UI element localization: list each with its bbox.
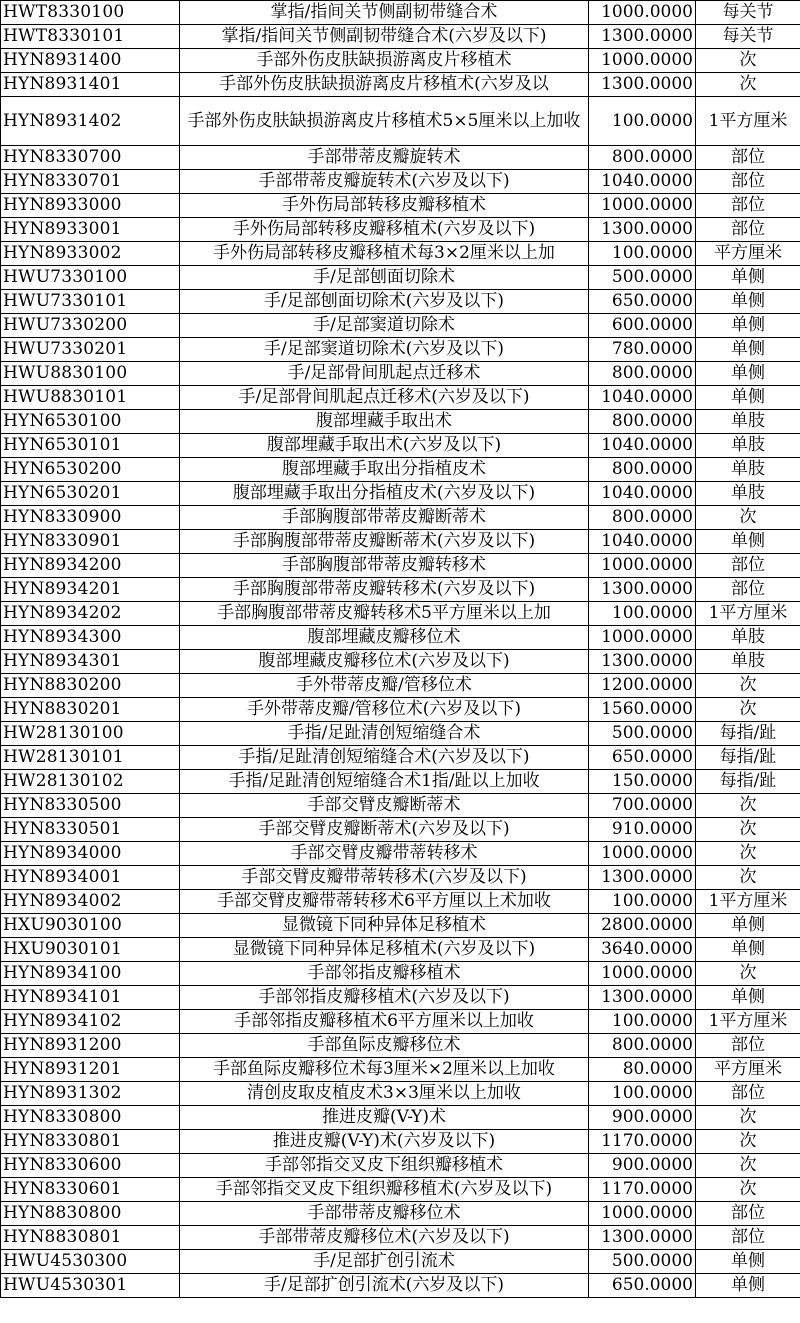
item-name-cell: 腹部埋藏手取出术 <box>180 410 589 434</box>
price-cell: 1300.0000 <box>589 73 696 97</box>
table-row <box>1 1226 800 1250</box>
item-name-cell: 手/足部窦道切除术 <box>180 314 589 338</box>
code-cell: HYN8934200 <box>1 554 180 578</box>
price-cell: 1300.0000 <box>589 650 696 674</box>
table-row <box>1 1178 800 1202</box>
unit-cell: 单侧 <box>696 290 800 314</box>
table-row <box>1 698 800 722</box>
price-cell: 1300.0000 <box>589 986 696 1010</box>
unit-cell: 次 <box>696 698 800 722</box>
code-cell: HYN8931302 <box>1 1082 180 1106</box>
item-name-cell: 手外带蒂皮瓣/管移位术(六岁及以下) <box>180 698 589 722</box>
price-cell: 1000.0000 <box>589 554 696 578</box>
unit-cell: 单侧 <box>696 386 800 410</box>
price-cell: 150.0000 <box>589 770 696 794</box>
price-cell: 100.0000 <box>589 1010 696 1034</box>
code-cell: HYN8330501 <box>1 818 180 842</box>
price-cell: 650.0000 <box>589 746 696 770</box>
price-cell: 1000.0000 <box>589 1 696 25</box>
table-row <box>1 1082 800 1106</box>
table-row <box>1 770 800 794</box>
item-name-cell: 手部邻指交叉皮下组织瓣移植术 <box>180 1154 589 1178</box>
price-cell: 1000.0000 <box>589 962 696 986</box>
price-cell: 900.0000 <box>589 1154 696 1178</box>
item-name-cell: 手部邻指皮瓣移植术 <box>180 962 589 986</box>
unit-cell: 次 <box>696 1130 800 1154</box>
code-cell: HYN6530101 <box>1 434 180 458</box>
price-cell: 100.0000 <box>589 97 696 146</box>
unit-cell: 单侧 <box>696 986 800 1010</box>
price-cell: 600.0000 <box>589 314 696 338</box>
item-name-cell: 手部交臂皮瓣断蒂术 <box>180 794 589 818</box>
item-name-cell: 手部胸腹部带蒂皮瓣断蒂术 <box>180 506 589 530</box>
price-cell: 800.0000 <box>589 146 696 170</box>
table-row <box>1 626 800 650</box>
unit-cell: 次 <box>696 818 800 842</box>
unit-cell: 单肢 <box>696 410 800 434</box>
price-cell: 1300.0000 <box>589 25 696 49</box>
item-name-cell: 手/足部刨面切除术 <box>180 266 589 290</box>
price-cell: 1000.0000 <box>589 626 696 650</box>
table-row <box>1 794 800 818</box>
item-name-cell: 清创皮取皮植皮术3×3厘米以上加收 <box>180 1082 589 1106</box>
code-cell: HYN8934301 <box>1 650 180 674</box>
unit-cell: 单肢 <box>696 434 800 458</box>
table-row <box>1 578 800 602</box>
price-cell: 100.0000 <box>589 242 696 266</box>
unit-cell: 单侧 <box>696 1250 800 1274</box>
price-cell: 780.0000 <box>589 338 696 362</box>
code-cell: HYN8330800 <box>1 1106 180 1130</box>
code-cell: HWU4530300 <box>1 1250 180 1274</box>
price-cell: 100.0000 <box>589 602 696 626</box>
code-cell: HYN6530100 <box>1 410 180 434</box>
table-row <box>1 146 800 170</box>
code-cell: HYN8330900 <box>1 506 180 530</box>
code-cell: HW28130102 <box>1 770 180 794</box>
unit-cell: 单肢 <box>696 482 800 506</box>
code-cell: HYN8330701 <box>1 170 180 194</box>
table-row <box>1 722 800 746</box>
unit-cell: 部位 <box>696 194 800 218</box>
code-cell: HYN6530201 <box>1 482 180 506</box>
code-cell: HWU8830101 <box>1 386 180 410</box>
table-row <box>1 194 800 218</box>
price-cell: 3640.0000 <box>589 938 696 962</box>
item-name-cell: 手指/足趾清创短缩缝合术(六岁及以下) <box>180 746 589 770</box>
code-cell: HYN8933000 <box>1 194 180 218</box>
price-cell: 500.0000 <box>589 266 696 290</box>
unit-cell: 部位 <box>696 170 800 194</box>
unit-cell: 部位 <box>696 578 800 602</box>
unit-cell: 每关节 <box>696 25 800 49</box>
table-row <box>1 97 800 146</box>
code-cell: HYN6530200 <box>1 458 180 482</box>
item-name-cell: 手/足部扩创引流术(六岁及以下) <box>180 1274 589 1298</box>
table-row <box>1 650 800 674</box>
unit-cell: 单肢 <box>696 650 800 674</box>
item-name-cell: 手部胸腹部带蒂皮瓣转移术 <box>180 554 589 578</box>
unit-cell: 每指/趾 <box>696 770 800 794</box>
table-row <box>1 1154 800 1178</box>
table-row <box>1 914 800 938</box>
price-cell: 800.0000 <box>589 410 696 434</box>
table-row <box>1 410 800 434</box>
code-cell: HYN8931400 <box>1 49 180 73</box>
code-cell: HYN8934300 <box>1 626 180 650</box>
code-cell: HYN8830800 <box>1 1202 180 1226</box>
price-cell: 1200.0000 <box>589 674 696 698</box>
code-cell: HYN8934102 <box>1 1010 180 1034</box>
price-cell: 900.0000 <box>589 1106 696 1130</box>
price-cell: 800.0000 <box>589 458 696 482</box>
table-row <box>1 530 800 554</box>
price-cell: 1300.0000 <box>589 866 696 890</box>
table-row <box>1 986 800 1010</box>
unit-cell: 1平方厘米 <box>696 97 800 146</box>
table-row <box>1 602 800 626</box>
item-name-cell: 手外伤局部转移皮瓣移植术 <box>180 194 589 218</box>
unit-cell: 部位 <box>696 1082 800 1106</box>
item-name-cell: 手部鱼际皮瓣移位术每3厘米×2厘米以上加收 <box>180 1058 589 1082</box>
price-cell: 1000.0000 <box>589 842 696 866</box>
price-cell: 1040.0000 <box>589 170 696 194</box>
price-cell: 1000.0000 <box>589 1202 696 1226</box>
code-cell: HYN8931200 <box>1 1034 180 1058</box>
price-cell: 1040.0000 <box>589 434 696 458</box>
unit-cell: 次 <box>696 794 800 818</box>
unit-cell: 1平方厘米 <box>696 602 800 626</box>
code-cell: HYN8934100 <box>1 962 180 986</box>
unit-cell: 单肢 <box>696 626 800 650</box>
table-row <box>1 49 800 73</box>
price-cell: 1040.0000 <box>589 482 696 506</box>
item-name-cell: 腹部埋藏皮瓣移位术 <box>180 626 589 650</box>
table-row <box>1 266 800 290</box>
unit-cell: 次 <box>696 49 800 73</box>
item-name-cell: 手部胸腹部带蒂皮瓣转移术(六岁及以下) <box>180 578 589 602</box>
unit-cell: 每关节 <box>696 1 800 25</box>
item-name-cell: 手外伤局部转移皮瓣移植术每3×2厘米以上加 <box>180 242 589 266</box>
price-cell: 1170.0000 <box>589 1178 696 1202</box>
unit-cell: 部位 <box>696 1202 800 1226</box>
code-cell: HWU7330100 <box>1 266 180 290</box>
item-name-cell: 手部带蒂皮瓣旋转术(六岁及以下) <box>180 170 589 194</box>
item-name-cell: 手/足部刨面切除术(六岁及以下) <box>180 290 589 314</box>
code-cell: HYN8934000 <box>1 842 180 866</box>
price-cell: 910.0000 <box>589 818 696 842</box>
unit-cell: 部位 <box>696 1226 800 1250</box>
unit-cell: 次 <box>696 962 800 986</box>
code-cell: HWT8330101 <box>1 25 180 49</box>
code-cell: HYN8830801 <box>1 1226 180 1250</box>
code-cell: HYN8830201 <box>1 698 180 722</box>
table-row <box>1 890 800 914</box>
table-row <box>1 314 800 338</box>
unit-cell: 次 <box>696 1178 800 1202</box>
item-name-cell: 手部带蒂皮瓣旋转术 <box>180 146 589 170</box>
code-cell: HYN8933001 <box>1 218 180 242</box>
item-name-cell: 手部邻指皮瓣移植术(六岁及以下) <box>180 986 589 1010</box>
unit-cell: 单侧 <box>696 1274 800 1298</box>
table-row <box>1 386 800 410</box>
code-cell: HYN8330600 <box>1 1154 180 1178</box>
item-name-cell: 手部邻指交叉皮下组织瓣移植术(六岁及以下) <box>180 1178 589 1202</box>
item-name-cell: 显微镜下同种异体足移植术(六岁及以下) <box>180 938 589 962</box>
table-row <box>1 746 800 770</box>
item-name-cell: 手部外伤皮肤缺损游离皮片移植术(六岁及以 <box>180 73 589 97</box>
unit-cell: 次 <box>696 674 800 698</box>
unit-cell: 部位 <box>696 146 800 170</box>
code-cell: HYN8330801 <box>1 1130 180 1154</box>
code-cell: HYN8931402 <box>1 97 180 146</box>
item-name-cell: 手部外伤皮肤缺损游离皮片移植术 <box>180 49 589 73</box>
table-row <box>1 218 800 242</box>
table-row <box>1 1130 800 1154</box>
code-cell: HWU8830100 <box>1 362 180 386</box>
code-cell: HW28130101 <box>1 746 180 770</box>
item-name-cell: 手部邻指皮瓣移植术6平方厘米以上加收 <box>180 1010 589 1034</box>
item-name-cell: 手/足部骨间肌起点迁移术 <box>180 362 589 386</box>
unit-cell: 单侧 <box>696 314 800 338</box>
code-cell: HYN8330500 <box>1 794 180 818</box>
unit-cell: 单侧 <box>696 362 800 386</box>
table-row <box>1 554 800 578</box>
item-name-cell: 手指/足趾清创短缩缝合术1指/趾以上加收 <box>180 770 589 794</box>
code-cell: HYN8934201 <box>1 578 180 602</box>
item-name-cell: 推进皮瓣(V-Y)术 <box>180 1106 589 1130</box>
unit-cell: 每指/趾 <box>696 722 800 746</box>
table-row <box>1 1 800 25</box>
price-cell: 800.0000 <box>589 362 696 386</box>
table-row <box>1 482 800 506</box>
table-row <box>1 290 800 314</box>
code-cell: HYN8330601 <box>1 1178 180 1202</box>
price-cell: 2800.0000 <box>589 914 696 938</box>
table-row <box>1 1058 800 1082</box>
item-name-cell: 腹部埋藏皮瓣移位术(六岁及以下) <box>180 650 589 674</box>
item-name-cell: 手部带蒂皮瓣移位术 <box>180 1202 589 1226</box>
table-row <box>1 1034 800 1058</box>
price-cell: 1300.0000 <box>589 1226 696 1250</box>
unit-cell: 次 <box>696 866 800 890</box>
table-row <box>1 1250 800 1274</box>
code-cell: HWU7330101 <box>1 290 180 314</box>
price-cell: 80.0000 <box>589 1058 696 1082</box>
table-row <box>1 338 800 362</box>
price-cell: 100.0000 <box>589 1082 696 1106</box>
unit-cell: 次 <box>696 1106 800 1130</box>
item-name-cell: 手部交臂皮瓣带蒂转移术(六岁及以下) <box>180 866 589 890</box>
item-name-cell: 手部胸腹部带蒂皮瓣转移术5平方厘米以上加 <box>180 602 589 626</box>
unit-cell: 次 <box>696 1154 800 1178</box>
code-cell: HYN8934002 <box>1 890 180 914</box>
item-name-cell: 手外伤局部转移皮瓣移植术(六岁及以下) <box>180 218 589 242</box>
table-row <box>1 938 800 962</box>
code-cell: HWU4530301 <box>1 1274 180 1298</box>
price-cell: 100.0000 <box>589 890 696 914</box>
table-row <box>1 818 800 842</box>
table-row <box>1 73 800 97</box>
price-cell: 1040.0000 <box>589 530 696 554</box>
item-name-cell: 腹部埋藏手取出术(六岁及以下) <box>180 434 589 458</box>
table-row <box>1 242 800 266</box>
unit-cell: 单侧 <box>696 266 800 290</box>
item-name-cell: 手部胸腹部带蒂皮瓣断蒂术(六岁及以下) <box>180 530 589 554</box>
table-row <box>1 458 800 482</box>
fee-table-body <box>1 1 800 1298</box>
table-row <box>1 962 800 986</box>
table-row <box>1 434 800 458</box>
price-cell: 800.0000 <box>589 506 696 530</box>
unit-cell: 次 <box>696 842 800 866</box>
unit-cell: 单侧 <box>696 938 800 962</box>
item-name-cell: 手部交臂皮瓣断蒂术(六岁及以下) <box>180 818 589 842</box>
item-name-cell: 腹部埋藏手取出分指植皮术 <box>180 458 589 482</box>
item-name-cell: 推进皮瓣(V-Y)术(六岁及以下) <box>180 1130 589 1154</box>
unit-cell: 单肢 <box>696 458 800 482</box>
code-cell: HYN8933002 <box>1 242 180 266</box>
table-row <box>1 362 800 386</box>
price-cell: 650.0000 <box>589 290 696 314</box>
code-cell: HWU7330201 <box>1 338 180 362</box>
price-cell: 800.0000 <box>589 1034 696 1058</box>
code-cell: HYN8830200 <box>1 674 180 698</box>
code-cell: HYN8931401 <box>1 73 180 97</box>
table-row <box>1 866 800 890</box>
item-name-cell: 腹部埋藏手取出分指植皮术(六岁及以下) <box>180 482 589 506</box>
table-row <box>1 1202 800 1226</box>
unit-cell: 1平方厘米 <box>696 1010 800 1034</box>
table-row <box>1 674 800 698</box>
item-name-cell: 显微镜下同种异体足移植术 <box>180 914 589 938</box>
price-cell: 1300.0000 <box>589 578 696 602</box>
unit-cell: 单侧 <box>696 338 800 362</box>
unit-cell: 1平方厘米 <box>696 890 800 914</box>
unit-cell: 每指/趾 <box>696 746 800 770</box>
table-row <box>1 842 800 866</box>
price-cell: 1040.0000 <box>589 386 696 410</box>
unit-cell: 部位 <box>696 1034 800 1058</box>
item-name-cell: 手外带蒂皮瓣/管移位术 <box>180 674 589 698</box>
table-row <box>1 1106 800 1130</box>
unit-cell: 单侧 <box>696 914 800 938</box>
price-cell: 1000.0000 <box>589 49 696 73</box>
table-row <box>1 1010 800 1034</box>
table-row <box>1 1274 800 1298</box>
code-cell: HYN8330700 <box>1 146 180 170</box>
table-row <box>1 25 800 49</box>
code-cell: HXU9030101 <box>1 938 180 962</box>
code-cell: HW28130100 <box>1 722 180 746</box>
unit-cell: 部位 <box>696 554 800 578</box>
price-cell: 650.0000 <box>589 1274 696 1298</box>
code-cell: HYN8934001 <box>1 866 180 890</box>
item-name-cell: 手/足部窦道切除术(六岁及以下) <box>180 338 589 362</box>
price-cell: 1000.0000 <box>589 194 696 218</box>
item-name-cell: 手/足部骨间肌起点迁移术(六岁及以下) <box>180 386 589 410</box>
unit-cell: 平方厘米 <box>696 242 800 266</box>
code-cell: HYN8931201 <box>1 1058 180 1082</box>
item-name-cell: 手部带蒂皮瓣移位术(六岁及以下) <box>180 1226 589 1250</box>
item-name-cell: 手部鱼际皮瓣移位术 <box>180 1034 589 1058</box>
table-row <box>1 506 800 530</box>
code-cell: HYN8934202 <box>1 602 180 626</box>
code-cell: HYN8330901 <box>1 530 180 554</box>
unit-cell: 部位 <box>696 218 800 242</box>
code-cell: HXU9030100 <box>1 914 180 938</box>
price-cell: 1560.0000 <box>589 698 696 722</box>
item-name-cell: 手部交臂皮瓣带蒂转移术 <box>180 842 589 866</box>
price-cell: 1300.0000 <box>589 218 696 242</box>
price-cell: 500.0000 <box>589 1250 696 1274</box>
item-name-cell: 手部外伤皮肤缺损游离皮片移植术5×5厘米以上加收 <box>180 97 589 146</box>
unit-cell: 次 <box>696 73 800 97</box>
code-cell: HYN8934101 <box>1 986 180 1010</box>
item-name-cell: 掌指/指间关节侧副韧带缝合术(六岁及以下) <box>180 25 589 49</box>
unit-cell: 平方厘米 <box>696 1058 800 1082</box>
unit-cell: 单侧 <box>696 530 800 554</box>
table-row <box>1 170 800 194</box>
price-cell: 1170.0000 <box>589 1130 696 1154</box>
item-name-cell: 掌指/指间关节侧副韧带缝合术 <box>180 1 589 25</box>
price-cell: 700.0000 <box>589 794 696 818</box>
item-name-cell: 手指/足趾清创短缩缝合术 <box>180 722 589 746</box>
unit-cell: 次 <box>696 506 800 530</box>
item-name-cell: 手/足部扩创引流术 <box>180 1250 589 1274</box>
price-cell: 500.0000 <box>589 722 696 746</box>
code-cell: HWU7330200 <box>1 314 180 338</box>
item-name-cell: 手部交臂皮瓣带蒂转移术6平方厘以上术加收 <box>180 890 589 914</box>
code-cell: HWT8330100 <box>1 1 180 25</box>
